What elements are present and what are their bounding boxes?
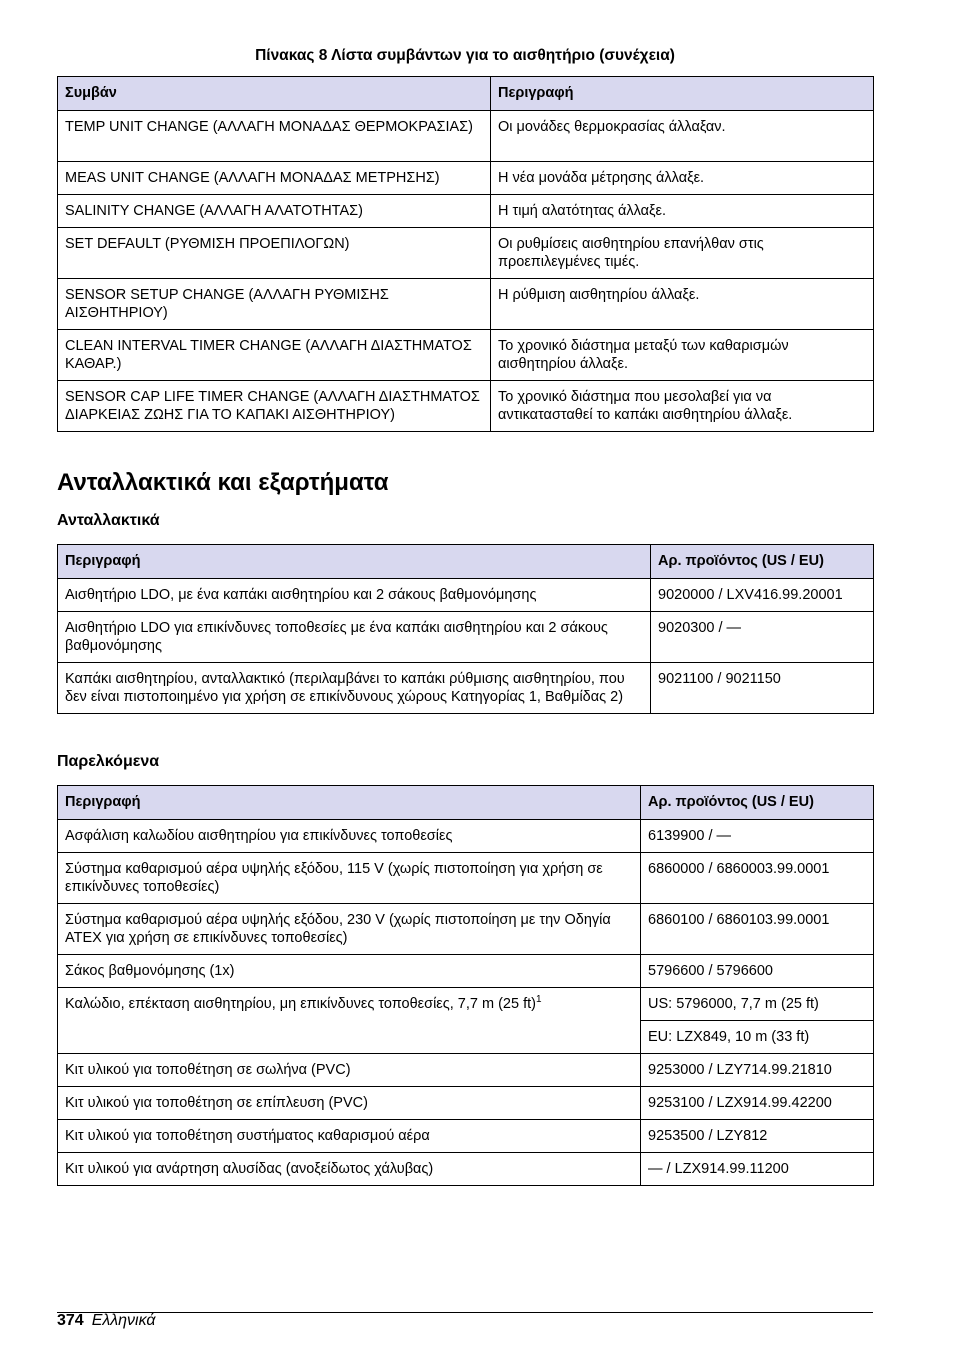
cable-description-cell [58,988,641,1054]
page-number: 374 [57,1312,84,1329]
footer-divider [57,1312,873,1313]
column-header-product-number: Αρ. προϊόντος (US / EU) [651,545,874,579]
event-cell: TEMP UNIT CHANGE (ΑΛΛΑΓΗ ΜΟΝΑΔΑΣ ΘΕΡΜΟΚΡΑΣΙΑΣ) [58,111,491,162]
description-cell: Ασφάλιση καλωδίου αισθητηρίου για επικίνδυνες τοποθεσίες [58,820,641,853]
product-number-cell: — / LZX914.99.11200 [641,1153,874,1186]
events-table [57,76,874,432]
description-cell: Κιτ υλικού για ανάρτηση αλυσίδας (ανοξείδωτος χάλυβας) [58,1153,641,1186]
page-footer [57,1312,156,1330]
accessories-subheading: Παρελκόμενα [57,753,160,770]
description-cell: Το χρονικό διάστημα μεταξύ των καθαρισμών αισθητηρίου άλλαξε. [491,330,874,381]
table-header-row [58,786,874,820]
table-header-row [58,77,874,111]
product-number-cell: 9021100 / 9021150 [651,663,874,714]
description-cell: Οι ρυθμίσεις αισθητηρίου επανήλθαν στις προεπιλεγμένες τιμές. [491,228,874,279]
product-number-cell-us: US: 5796000, 7,7 m (25 ft) [641,988,874,1021]
description-cell: Αισθητήριο LDO για επικίνδυνες τοποθεσίες με ένα καπάκι αισθητηρίου και 2 σάκους βαθμονόμησης [58,612,651,663]
product-number-cell: 9253100 / LZX914.99.42200 [641,1087,874,1120]
description-cell: Καπάκι αισθητηρίου, ανταλλακτικό (περιλαμβάνει το καπάκι ρύθμισης αισθητηρίου, που δεν είναι πιστοποιημένο για χρήση σε επικίνδυνους χώρους Κατηγορίας 1, Βαθμίδας 2) [58,663,651,714]
table-row [58,111,874,162]
description-cell: Σύστημα καθαρισμού αέρα υψηλής εξόδου, 115 V (χωρίς πιστοποίηση για χρήση σε επικίνδυνες τοποθεσίες) [58,853,641,904]
table-row [58,228,874,279]
footnote-marker: 1 [535,994,542,1006]
description-cell: Κιτ υλικού για τοποθέτηση συστήματος καθαρισμού αέρα [58,1120,641,1153]
column-header-description: Περιγραφή [58,545,651,579]
event-cell: CLEAN INTERVAL TIMER CHANGE (ΑΛΛΑΓΗ ΔΙΑΣΤΗΜΑΤΟΣ ΚΑΘΑΡ.) [58,330,491,381]
parts-subheading: Ανταλλακτικά [57,512,160,529]
table-row [58,162,874,195]
footer-language: Ελληνικά [91,1312,156,1329]
table-row [58,853,874,904]
description-cell: Οι μονάδες θερμοκρασίας άλλαξαν. [491,111,874,162]
table-caption: Πίνακας 8 Λίστα συμβάντων για το αισθητήριο (συνέχεια) [255,47,675,64]
table-row [58,1120,874,1153]
cable-description: Καλώδιο, επέκταση αισθητηρίου, μη επικίνδυνες τοποθεσίες, 7,7 m (25 ft) [65,996,536,1012]
column-header-event: Συμβάν [58,77,491,111]
event-cell: SET DEFAULT (ΡΥΘΜΙΣΗ ΠΡΟΕΠΙΛΟΓΩΝ) [58,228,491,279]
column-header-description: Περιγραφή [58,786,641,820]
column-header-description: Περιγραφή [491,77,874,111]
description-cell: Η νέα μονάδα μέτρησης άλλαξε. [491,162,874,195]
table-row [58,279,874,330]
accessories-table [57,785,874,1186]
table-row [58,820,874,853]
table-row [58,955,874,988]
event-cell: SENSOR CAP LIFE TIMER CHANGE (ΑΛΛΑΓΗ ΔΙΑΣΤΗΜΑΤΟΣ ΔΙΑΡΚΕΙΑΣ ΖΩΗΣ ΓΙΑ ΤΟ ΚΑΠΑΚΙ ΑΙΣΘΗΤΗΡΙΟΥ) [58,381,491,432]
section-heading: Ανταλλακτικά και εξαρτήματα [57,469,389,496]
parts-table [57,544,874,714]
event-cell: MEAS UNIT CHANGE (ΑΛΛΑΓΗ ΜΟΝΑΔΑΣ ΜΕΤΡΗΣΗΣ) [58,162,491,195]
table-row [58,904,874,955]
product-number-cell: 9253000 / LZY714.99.21810 [641,1054,874,1087]
description-cell: Κιτ υλικού για τοποθέτηση σε επίπλευση (PVC) [58,1087,641,1120]
table-header-row [58,545,874,579]
product-number-cell-eu: EU: LZX849, 10 m (33 ft) [641,1021,874,1054]
table-row [58,1153,874,1186]
table-row [58,381,874,432]
product-number-cell: 6860000 / 6860003.99.0001 [641,853,874,904]
description-cell: Σύστημα καθαρισμού αέρα υψηλής εξόδου, 230 V (χωρίς πιστοποίηση με την Οδηγία ATEX για χρήση σε επικίνδυνες τοποθεσίες) [58,904,641,955]
product-number-cell: 6139900 / — [641,820,874,853]
table-row [58,1054,874,1087]
table-row [58,330,874,381]
description-cell: Η ρύθμιση αισθητηρίου άλλαξε. [491,279,874,330]
table-row [58,612,874,663]
product-number-cell: 9253500 / LZY812 [641,1120,874,1153]
table-row [58,195,874,228]
description-cell: Σάκος βαθμονόμησης (1x) [58,955,641,988]
description-cell: Κιτ υλικού για τοποθέτηση σε σωλήνα (PVC) [58,1054,641,1087]
event-cell: SENSOR SETUP CHANGE (ΑΛΛΑΓΗ ΡΥΘΜΙΣΗΣ ΑΙΣΘΗΤΗΡΙΟΥ) [58,279,491,330]
description-cell: Το χρονικό διάστημα που μεσολαβεί για να αντικατασταθεί το καπάκι αισθητηρίου άλλαξε. [491,381,874,432]
table-row [58,1087,874,1120]
product-number-cell: 5796600 / 5796600 [641,955,874,988]
product-number-cell: 9020000 / LXV416.99.20001 [651,579,874,612]
table-row [58,579,874,612]
table-row-cable [58,988,874,1021]
column-header-product-number: Αρ. προϊόντος (US / EU) [641,786,874,820]
description-cell: Αισθητήριο LDO, με ένα καπάκι αισθητηρίου και 2 σάκους βαθμονόμησης [58,579,651,612]
product-number-cell: 6860100 / 6860103.99.0001 [641,904,874,955]
product-number-cell: 9020300 / — [651,612,874,663]
event-cell: SALINITY CHANGE (ΑΛΛΑΓΗ ΑΛΑΤΟΤΗΤΑΣ) [58,195,491,228]
description-cell: Η τιμή αλατότητας άλλαξε. [491,195,874,228]
table-row [58,663,874,714]
